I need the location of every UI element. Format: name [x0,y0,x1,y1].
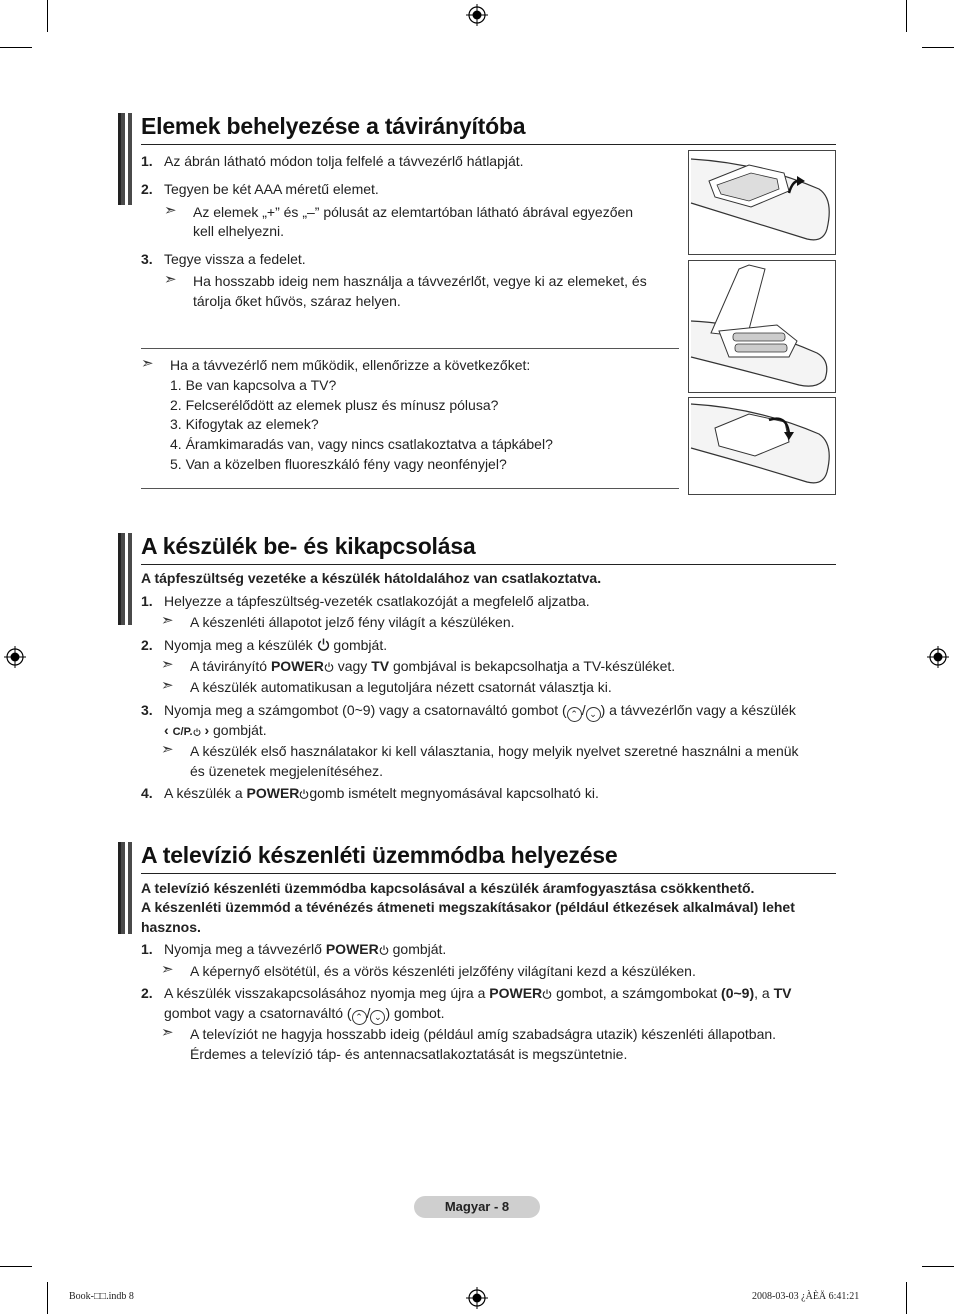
step-text [164,636,387,655]
remote-illustration-open [688,150,836,255]
power-label: POWER [246,785,300,801]
section-bar [118,113,132,205]
note-text: és üzenetek megjelenítéséhez. [190,763,384,779]
step-number: 3. [141,251,153,267]
step-number: 2. [141,637,153,653]
note-arrow-icon: ➣ [161,961,174,978]
step-text [164,784,599,803]
section-rule [141,873,836,874]
step-number: 1. [141,593,153,609]
note-arrow-icon: ➣ [164,271,177,288]
registration-mark-icon [466,4,488,26]
section-rule [141,564,836,565]
registration-mark-icon [927,646,949,668]
footer-date: 2008-03-03 ¿ÀÈÄ 6:41:21 [752,1291,860,1302]
text-span: ) gombot. [385,1005,445,1021]
check-item: 4. Áramkimaradás van, vagy nincs csatlakoztatva a tápkábel? [170,436,553,452]
crop-mark [47,1282,48,1314]
cp-label: C/P. [172,726,193,738]
note-arrow-icon: ➣ [161,741,174,758]
remote-illustration-close [688,397,836,495]
note-text: Érdemes a televízió táp- és antennacsatlakoztatását is megszüntetnie. [190,1046,628,1062]
crop-mark [47,0,48,32]
note-arrow-icon: ➣ [161,677,174,694]
section-title: A készülék be- és kikapcsolása [141,533,476,559]
step-text: Tegyen be két AAA méretű elemet. [164,181,379,197]
section-intro: A tápfeszültség vezetéke a készülék hátoldalához van csatlakoztatva. [141,570,602,586]
note-text: Ha hosszabb ideig nem használja a távvezérlőt, vegye ki az elemeket, és [193,273,647,289]
step-number: 2. [141,181,153,197]
step-text: Az ábrán látható módon tolja felfelé a távvezérlő hátlapját. [164,153,524,169]
remote-back-slide-icon [689,151,835,254]
text-span: gombot vagy a csatornaváltó ( [164,1005,352,1021]
crop-mark [922,47,954,48]
text-span: gombot, a számgombokat [556,985,718,1001]
power-icon [299,789,309,799]
section-intro: hasznos. [141,919,201,935]
crop-mark [0,47,32,48]
channel-up-icon: ⌃ [352,1010,367,1025]
step-number: 1. [141,153,153,169]
channel-up-icon: ⌃ [567,707,582,722]
check-item: 2. Felcserélődött az elemek plusz és mínusz pólusa? [170,397,499,413]
step-number: 2. [141,985,153,1001]
power-label: POWER [489,985,543,1001]
section-title: Elemek behelyezése a távirányítóba [141,113,526,139]
power-icon [193,728,201,736]
power-icon [317,638,330,651]
text-span: / [581,702,586,718]
keys-label: (0~9) [721,985,755,1001]
text-span: gombjával is bekapcsolhatja a TV-készüléket. [392,658,676,674]
note-text [190,657,675,676]
note-text: tárolja őket hűvös, száraz helyen. [193,293,401,309]
power-label: POWER [325,941,379,957]
note-text: A képernyő elsötétül, és a vörös készenléti jelzőfény világítani kezd a készüléken. [190,963,696,979]
text-span: gombját. [213,722,267,738]
note-arrow-icon: ➣ [141,355,154,372]
power-label: POWER [270,658,324,674]
text-span: A távirányító [190,658,268,674]
check-item: 3. Kifogytak az elemek? [170,416,319,432]
registration-mark-icon [4,646,26,668]
chevron-right-icon: › [204,722,210,738]
note-arrow-icon: ➣ [161,1024,174,1041]
step-text [164,721,267,742]
step-text: Helyezze a tápfeszültség-vezeték csatlakozóját a megfelelő aljzatba. [164,593,590,609]
footer-file: Book-□□.indb 8 [69,1291,134,1302]
tv-label: TV [773,985,792,1001]
step-number: 3. [141,702,153,718]
text-span: ) a távvezérlőn vagy a készülék [600,702,796,718]
note-text: kell elhelyezni. [193,223,285,239]
text-span: Nyomja meg a számgombot (0~9) vagy a csatornaváltó gombot ( [164,702,567,718]
text-span: A készülék visszakapcsolásához nyomja meg újra a [164,985,486,1001]
text-span: , a [754,985,770,1001]
section-intro: A televízió készenléti üzemmódba kapcsolásával a készülék áramfogyasztása csökkenthető. [141,880,755,896]
step-text [164,940,446,959]
registration-mark-icon [466,1287,488,1309]
text-span: gombját. [392,941,447,957]
channel-down-icon: ⌄ [586,707,601,722]
text-span: Nyomja meg a készülék [164,637,313,653]
tv-label: TV [371,658,390,674]
divider [141,348,679,349]
text-span: A készülék a [164,785,243,801]
text-span: Nyomja meg a távvezérlő [164,941,322,957]
divider [141,488,679,489]
power-icon [324,662,334,672]
check-item: 5. Van a közelben fluoreszkáló fény vagy neonfényjel? [170,456,507,472]
step-number: 4. [141,785,153,801]
text-span: gomb ismételt megnyomásával kapcsolható ki. [309,785,599,801]
section-title: A televízió készenléti üzemmódba helyezése [141,842,618,868]
note-text: A készenléti állapotot jelző fény világít a készüléken. [190,614,515,630]
power-icon [379,945,389,955]
section-bar [118,842,132,934]
crop-mark [0,1266,32,1267]
section-intro: A készenléti üzemmód a tévénézés átmeneti megszakításakor (például étkezések alkalmával) lehet [141,899,795,915]
note-text: A készülék automatikusan a legutoljára nézett csatornát választja ki. [190,679,612,695]
page-number-badge: Magyar - 8 [414,1196,540,1218]
step-text [164,701,796,722]
note-arrow-icon: ➣ [161,656,174,673]
section-bar [118,533,132,625]
channel-down-icon: ⌄ [370,1010,385,1025]
power-icon [542,989,552,999]
crop-mark [906,0,907,32]
text-span: gombját. [333,637,388,653]
step-text: Tegye vissza a fedelet. [164,251,306,267]
check-intro: Ha a távvezérlő nem működik, ellenőrizze a következőket: [170,357,531,373]
text-span: vagy [337,658,368,674]
crop-mark [922,1266,954,1267]
note-text: A készülék első használatakor ki kell választania, hogy melyik nyelvet szeretné használni a menük [190,743,799,759]
text-span: / [366,1005,371,1021]
remote-battery-compartment-icon [689,261,835,392]
note-text: Az elemek „+” és „–” pólusát az elemtartóban látható ábrával egyezően [193,204,634,220]
note-arrow-icon: ➣ [161,612,174,629]
note-arrow-icon: ➣ [164,202,177,219]
check-item: 1. Be van kapcsolva a TV? [170,377,337,393]
step-text [164,984,791,1003]
note-text: A televíziót ne hagyja hosszabb ideig (például amíg szabadságra utazik) készenléti állapotban. [190,1026,777,1042]
section-rule [141,144,836,145]
step-text [164,1004,445,1025]
remote-illustration-batteries [688,260,836,393]
chevron-left-icon: ‹ [164,722,169,738]
remote-cover-close-icon [689,398,835,494]
step-number: 1. [141,941,153,957]
crop-mark [906,1282,907,1314]
